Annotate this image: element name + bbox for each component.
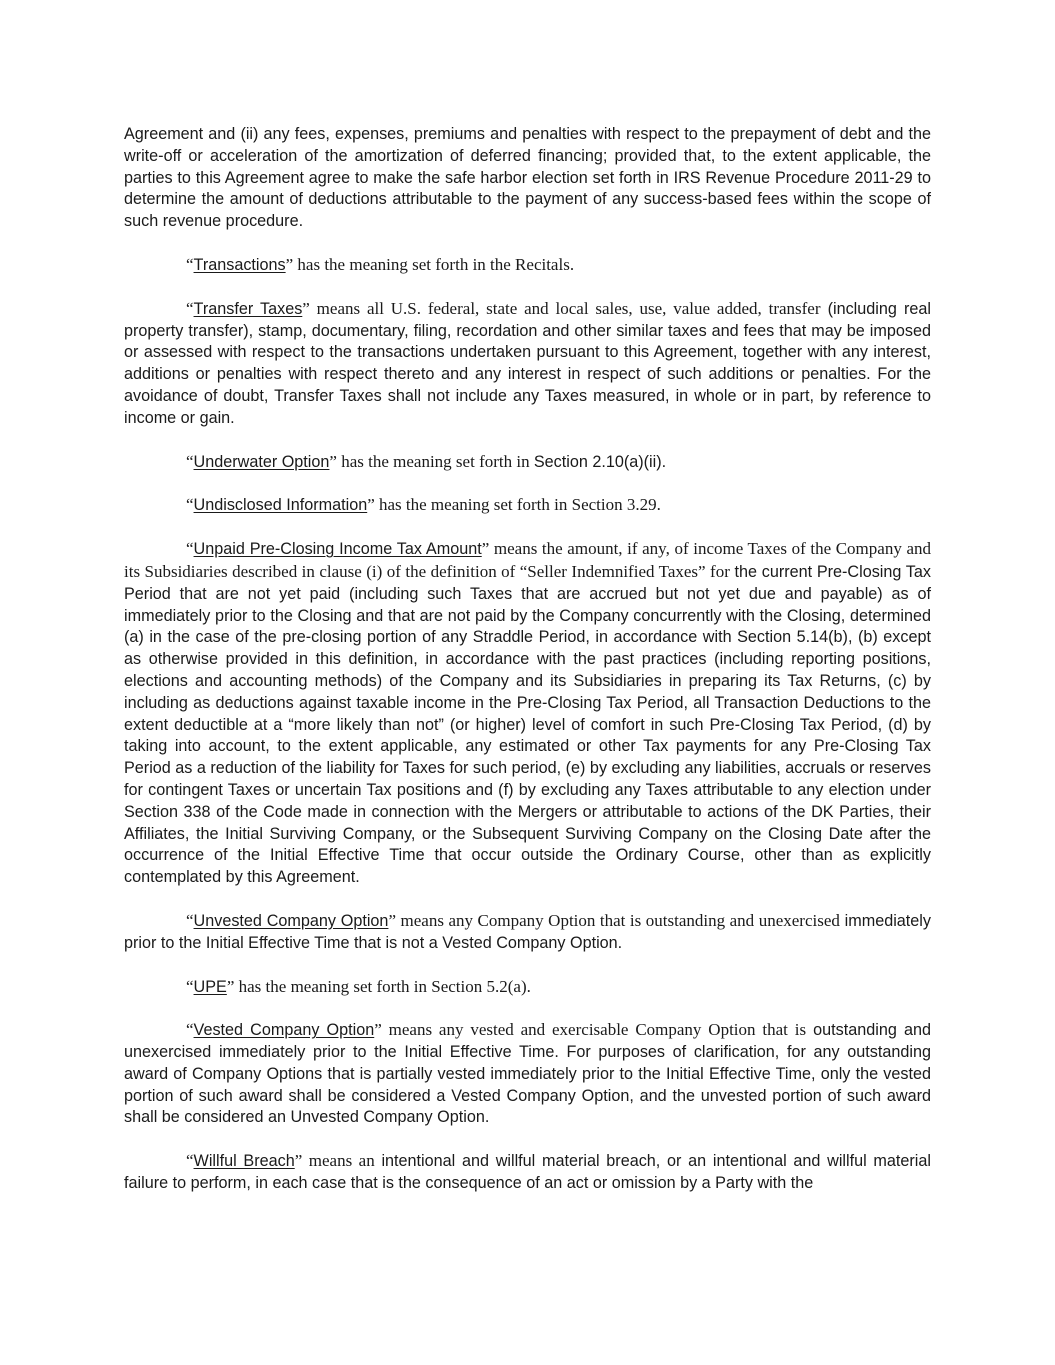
- close-quote: ”: [285, 254, 294, 274]
- defined-term: Undisclosed Information: [193, 496, 368, 515]
- open-quote: “: [186, 495, 194, 515]
- definition-unpaid-pre-closing-income-tax-amount: [124, 538, 931, 889]
- definition-body: Section 2.10(a)(ii).: [533, 452, 667, 471]
- definition-lead: has the meaning set forth in Section 3.29.: [374, 495, 661, 515]
- close-quote: ”: [367, 495, 375, 515]
- definition-transactions: [124, 254, 931, 277]
- definition-lead: has the meaning set forth in: [336, 451, 534, 471]
- definition-body: intentional and willful material breach, or an intentional and willful material failure to perform, in each case that is the consequence of an act or omission by a Party with the: [124, 1152, 931, 1193]
- open-quote: “: [186, 1151, 194, 1171]
- intro-paragraph: Agreement and (ii) any fees, expenses, premiums and penalties with respect to the prepayment of debt and the write-off or acceleration of the amortization of deferred financing; provided that, to the extent applicable, the parties to this Agreement agree to make the safe harbor election set forth in IRS Revenue Procedure 2011-29 to determine the amount of deductions attributable to the payment of any success-based fees within the scope of such revenue procedure.: [124, 125, 931, 231]
- defined-term: Underwater Option: [193, 452, 330, 471]
- close-quote: ”: [302, 298, 310, 318]
- defined-term: Transfer Taxes: [193, 299, 303, 318]
- definition-body: immediately prior to the Initial Effective Time that is not a Vested Company Option.: [124, 911, 932, 952]
- open-quote: “: [186, 910, 194, 930]
- definition-lead: means any Company Option that is outstanding and unexercised: [396, 910, 840, 930]
- close-quote: ”: [329, 451, 337, 471]
- defined-term: Unpaid Pre-Closing Income Tax Amount: [193, 540, 482, 559]
- open-quote: “: [186, 254, 194, 274]
- open-quote: “: [186, 451, 194, 471]
- defined-term: UPE: [193, 977, 227, 996]
- close-quote: ”: [388, 910, 396, 930]
- defined-term: Unvested Company Option: [193, 911, 389, 930]
- definition-lead: means all U.S. federal, state and local sales, use, value added, transfer: [309, 298, 821, 318]
- open-quote: “: [186, 298, 194, 318]
- defined-term: Transactions: [193, 255, 286, 274]
- definition-transfer-taxes: [124, 298, 931, 430]
- document-page: [124, 124, 931, 1216]
- definition-vested-company-option: [124, 1019, 931, 1129]
- defined-term: Willful Breach: [193, 1152, 295, 1171]
- defined-term: Vested Company Option: [193, 1021, 375, 1040]
- open-quote: “: [186, 539, 194, 559]
- definition-underwater-option: [124, 451, 931, 474]
- close-quote: ”: [374, 1020, 382, 1040]
- definition-body: (including real property transfer), stamp, documentary, filing, recordation and other similar taxes and fees that may be imposed or assessed with respect to the transactions undertaken pursuant to this Agreement, together with any interest, additions or penalties with respect thereto and any interest in respect of such additions or penalties. For the avoidance of doubt, Transfer Taxes shall not include any Taxes measured, in whole or in part, by reference to income or gain.: [124, 299, 931, 427]
- definition-upe: [124, 976, 931, 999]
- close-quote: ”: [481, 539, 490, 559]
- definition-unvested-company-option: [124, 910, 931, 955]
- close-quote: ”: [226, 976, 235, 996]
- definition-lead: means the amount, if any, of income Taxes of the Company and its Subsidiaries described in clause (i) of the definition of “Seller Indemnified Taxes” for: [124, 539, 931, 581]
- close-quote: ”: [294, 1151, 303, 1171]
- definition-lead: has the meaning set forth in Section 5.2(a).: [234, 976, 531, 996]
- definition-lead: means an: [302, 1151, 375, 1171]
- open-quote: “: [186, 976, 194, 996]
- definition-undisclosed-information: [124, 494, 931, 517]
- definition-lead: has the meaning set forth in the Recitals.: [293, 254, 575, 274]
- definition-body: the current Pre-Closing Tax Period that are not yet paid (including such Taxes that are accrued but not yet due and payable) as of immediately prior to the Closing and that are not paid by the Company concurrently with the Closing, determined (a) in the case of the pre-closing portion of any Straddle Period, in accordance with Section 5.14(b), (b) except as otherwise provided in this definition, in accordance with the past practices (including reporting positions, elections and accounting methods) of the Company and its Subsidiaries in preparing its Tax Returns, (c) by including as deductions against taxable income in the Pre-Closing Tax Period, all Transaction Deductions to the extent deductible at a “more likely than not” (or higher) level of comfort in such Pre-Closing Tax Period, (d) by taking into account, to the extent applicable, any estimated or other Tax payments for any Pre-Closing Tax Period as a reduction of the liability for Taxes for such period, (e) by excluding any liabilities, accruals or reserves for contingent Taxes or uncertain Tax positions and (f) by excluding any Taxes attributable to any election under Section 338 of the Code made in connection with the Mergers or attributable to actions of the DK Parties, their Affiliates, the Initial Surviving Company, or the Subsequent Surviving Company on the Closing Date after the occurrence of the Initial Effective Time that occur outside the Ordinary Course, other than as explicitly contemplated by this Agreement.: [124, 562, 931, 887]
- definition-willful-breach: [124, 1150, 931, 1195]
- definition-lead: means any vested and exercisable Company Option that is: [381, 1020, 807, 1040]
- definition-body: outstanding and unexercised immediately prior to the Initial Effective Time. For purposes of clarification, for any outstanding award of Company Options that is partially vested immediately prior to the Initial Effective Time, only the vested portion of such award shall be considered a Vested Company Option, and the unvested portion of such award shall be considered an Unvested Company Option.: [124, 1021, 931, 1127]
- open-quote: “: [186, 1020, 194, 1040]
